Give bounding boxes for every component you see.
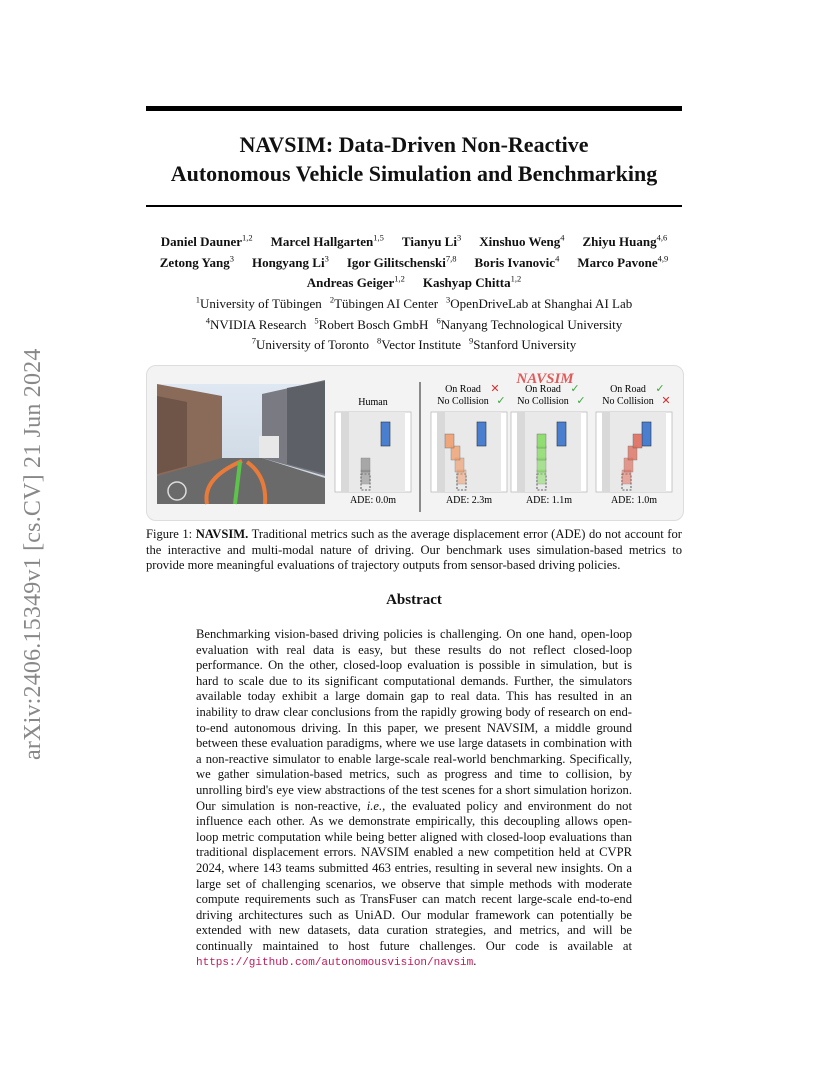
author-name: Igor Gilitschenski$^{7,8}$ [346,253,457,270]
other-vehicle [381,422,390,446]
title-rule-bottom [146,205,682,207]
other-vehicle [642,422,651,446]
trajectory-box [633,434,642,448]
cross-icon: ✕ [661,395,671,407]
no-collision-label: No Collision [517,396,569,407]
code-link[interactable]: https://github.com/autonomousvision/navsim [196,957,474,970]
figure-1 [146,365,684,521]
author-name: Hongyang Li$^3$ [251,253,329,270]
author-affiliation-mark: 4,9 [657,253,669,264]
affiliation: $^9$Stanford University [469,335,577,352]
title-rule-top [146,106,682,111]
affiliation: $^4$NVIDIA Research [205,315,307,332]
affiliation: $^8$Vector Institute [377,335,462,352]
check-icon: ✓ [655,383,665,395]
affiliation-list [120,292,708,353]
author-affiliation-mark: 7,8 [445,253,457,264]
other-vehicle [477,422,486,446]
check-icon: ✓ [496,395,506,407]
truck [259,436,279,458]
title-line-1: NAVSIM: Data-Driven Non-Reactive [239,132,589,157]
bev-road [349,412,405,492]
no-collision-label: No Collision [602,396,654,407]
affiliation: $^6$Nanyang Technological University [436,315,623,332]
camera-image [157,380,325,504]
abstract-end: . [473,954,477,969]
author-name: Boris Ivanovic$^4$ [474,253,560,270]
author-name: Tianyu Li$^3$ [401,233,462,250]
other-vehicle [557,422,566,446]
author-affiliation-mark: 1,2 [394,273,405,284]
author-affiliation-mark: 4,6 [656,233,668,243]
bev-curb [602,412,610,492]
author-affiliation-mark: 1,5 [373,233,384,243]
affiliation: $^1$University of Tübingen [195,294,322,312]
author-name: Daniel Dauner$^{1,2}$ [160,233,253,250]
bev-curb [341,412,349,492]
abstract-heading: Abstract [386,592,442,608]
affiliation: $^2$Tübingen AI Center [329,294,439,312]
title-line-2: Autonomous Vehicle Simulation and Benchmarking [170,161,658,186]
author-affiliation-mark: 1,2 [242,233,253,243]
no-collision-label: No Collision [437,396,489,407]
author-affiliation-mark: 4 [560,233,565,243]
author-block [120,230,708,353]
trajectory-box [445,434,454,448]
abstract-text-2: , the evaluated policy and environment do not influence each other. As we demonstrate empirically, this decoupling allows open-loop metric computation while being better aligned with closed-loop evaluations than traditional displacement errors. NAVSIM enabled a new competition held at CVPR 2024, where 143 teams submitted 463 entries, resulting in several new insights. On a large set of challenging scenarios, we observe that simple methods with moderate compute requirements such as TransFuser can match recent large-scale end-to-end driving architectures such as UniAD. Our modular framework can potentially be extended with new datasets, data curation strategies, and metrics, and will be continually maintained to host future challenges. Our code is available at [196,798,632,953]
ade-label: ADE: 2.3m [445,495,493,506]
author-affiliation-mark: 4 [555,253,560,264]
affiliation: $^3$OpenDriveLab at Shanghai AI Lab [446,294,633,312]
author-name: Zhiyu Huang$^{4,6}$ [582,233,668,250]
bev-road [610,412,666,492]
author-name: Marcel Hallgarten$^{1,5}$ [270,233,384,250]
ade-label: ADE: 0.0m [349,495,397,506]
abstract-italic: i.e. [366,798,383,813]
bev-curb [517,412,525,492]
on-road-label: On Road [445,384,481,395]
author-name: Andreas Geiger$^{1,2}$ [306,273,405,290]
check-icon: ✓ [570,383,580,395]
abstract-body [196,627,632,972]
panel-header: Human [358,397,388,408]
arxiv-side-stamp: arXiv:2406.15349v1 [cs.CV] 21 Jun 2024 [20,348,46,760]
author-name: Marco Pavone$^{4,9}$ [577,253,669,270]
figure-caption [146,527,682,574]
caption-text: Traditional metrics such as the average displacement error (ADE) do not account for the interactive and multi-modal nature of driving. Our benchmark uses simulation-based metrics to provide more meaningful evaluations of trajectory outputs from sensor-based driving policies. [146,527,682,572]
paper-title [146,130,682,188]
author-affiliation-mark: 3 [324,253,329,264]
ade-label: ADE: 1.0m [610,495,658,506]
author-affiliation-mark: 3 [456,233,462,243]
check-icon: ✓ [576,395,586,407]
trajectory-box [537,434,546,448]
author-name: Kashyap Chitta$^{1,2}$ [422,273,522,290]
ade-label: ADE: 1.1m [525,495,573,506]
on-road-label: On Road [525,384,561,395]
author-list [120,230,708,291]
affiliation: $^5$Robert Bosch GmbH [314,315,429,332]
on-road-label: On Road [610,384,646,395]
bev-road [525,412,581,492]
abstract-text-1: Benchmarking vision-based driving policies is challenging. On one hand, open-loop evaluation with real data is easy, but these results do not reflect closed-loop performance. On the other, closed-loop evaluation is possible in simulation, but is hard to scale due to its significant computational demands. Further, the simulators available today exhibit a large domain gap to real data. This has resulted in an inability to draw clear conclusions from the rapidly growing body of research on end-to-end autonomous driving. In this paper, we present NAVSIM, a middle ground between these evaluation paradigms, where we use large datasets in combination with a non-reactive simulator to enable large-scale real-world benchmarking. Specifically, we gather simulation-based metrics, such as progress and time to collision, by unrolling bird's eye view abstractions of the test scenes for a short simulation horizon. Our simulation is non-reactive, [196,627,632,813]
author-name: Zetong Yang$^3$ [159,253,234,270]
figure-1-graphic [147,366,683,520]
bev-panels [335,383,672,506]
author-name: Xinshuo Weng$^4$ [479,233,565,250]
author-affiliation-mark: 3 [229,253,234,264]
trajectory-box [361,458,370,472]
bev-curb [437,412,445,492]
navsim-logo: NAVSIM [516,371,574,387]
caption-bold: NAVSIM. [195,527,249,541]
caption-label: Figure 1: [146,527,196,541]
author-affiliation-mark: 1,2 [510,273,522,284]
cross-icon: ✕ [490,383,500,395]
affiliation: $^7$University of Toronto [251,335,369,352]
